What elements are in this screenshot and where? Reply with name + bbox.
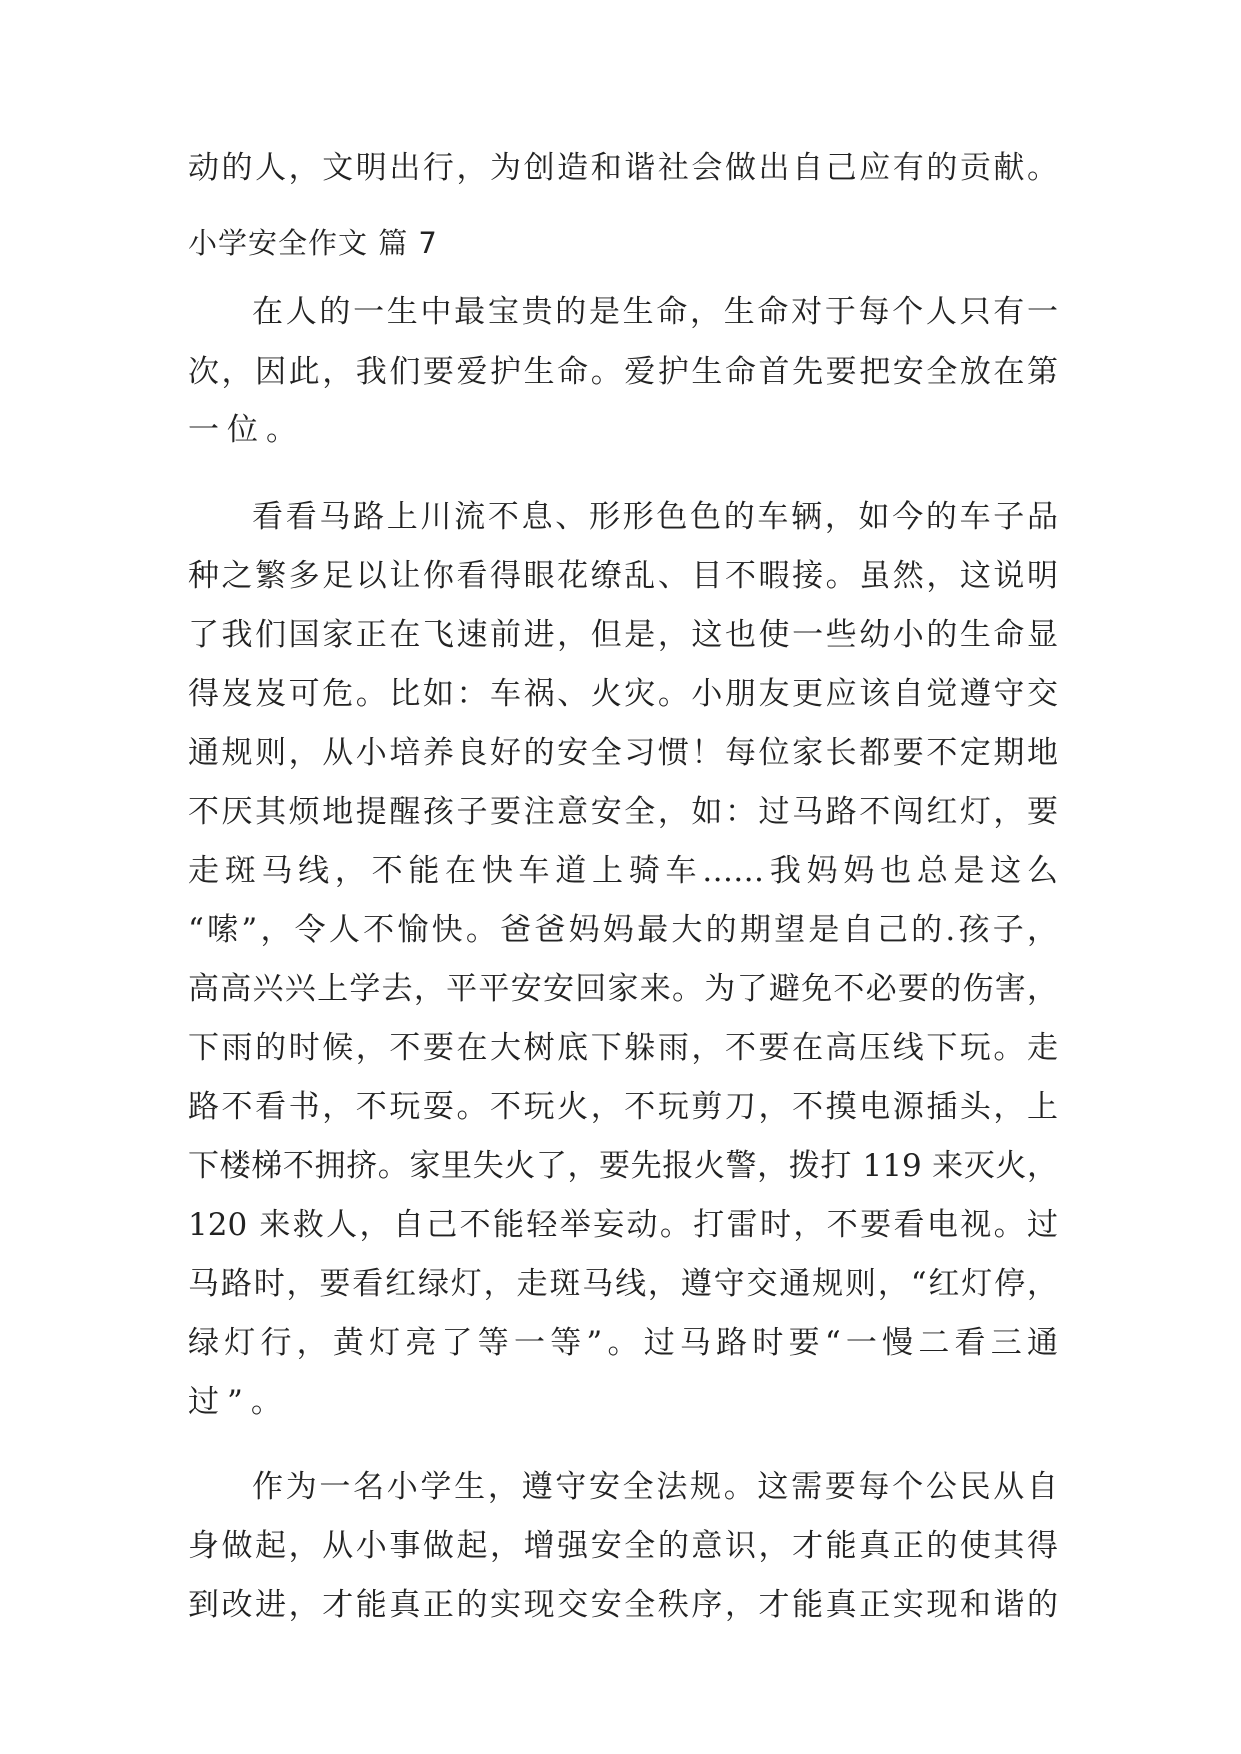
paragraph-line: 走斑马线，不能在快车道上骑车……我妈妈也总是这么 [188,853,1058,889]
paragraph-line: 一位。 [188,412,305,448]
paragraph-line: 通规则，从小培养良好的安全习惯！每位家长都要不定期地 [188,735,1058,771]
paragraph-line: “嗦”，令人不愉快。爸爸妈妈最大的期望是自己的.孩子， [188,912,1058,948]
paragraph-line: 在人的一生中最宝贵的是生命，生命对于每个人只有一 [252,294,1058,330]
paragraph-line: 下楼梯不拥挤。家里失火了，要先报火警，拨打 119 来灭火， [188,1148,1058,1184]
paragraph-line: 了我们国家正在飞速前进，但是，这也使一些幼小的生命显 [188,617,1058,653]
paragraph-line: 次，因此，我们要爱护生命。爱护生命首先要把安全放在第 [188,354,1058,390]
paragraph-line: 路不看书，不玩耍。不玩火，不玩剪刀，不摸电源插头，上 [188,1089,1058,1125]
paragraph-line: 绿灯行，黄灯亮了等一等”。过马路时要“一慢二看三通 [188,1325,1058,1361]
paragraph-line: 种之繁多足以让你看得眼花缭乱、目不暇接。虽然，这说明 [188,558,1058,594]
paragraph-line: 120 来救人，自己不能轻举妄动。打雷时，不要看电视。过 [188,1207,1058,1243]
paragraph-line: 身做起，从小事做起，增强安全的意识，才能真正的使其得 [188,1528,1058,1564]
paragraph-line: 得岌岌可危。比如：车祸、火灾。小朋友更应该自觉遵守交 [188,676,1058,712]
paragraph-line: 作为一名小学生，遵守安全法规。这需要每个公民从自 [252,1469,1058,1505]
paragraph-line: 下雨的时候，不要在大树底下躲雨，不要在高压线下玩。走 [188,1030,1058,1066]
paragraph-line: 不厌其烦地提醒孩子要注意安全，如：过马路不闯红灯，要 [188,794,1058,830]
paragraph-line: 过”。 [188,1384,290,1420]
paragraph-line: 到改进，才能真正的实现交安全秩序，才能真正实现和谐的 [188,1587,1058,1623]
paragraph-line: 看看马路上川流不息、形形色色的车辆，如今的车子品 [252,499,1058,535]
paragraph-line: 高高兴兴上学去，平平安安回家来。为了避免不必要的伤害， [188,971,1058,1007]
section-heading: 小学安全作文 篇 7 [188,226,438,260]
carryover-line: 动的人，文明出行，为创造和谐社会做出自己应有的贡献。 [188,150,1058,186]
paragraph-line: 马路时，要看红绿灯，走斑马线，遵守交通规则，“红灯停， [188,1266,1058,1302]
